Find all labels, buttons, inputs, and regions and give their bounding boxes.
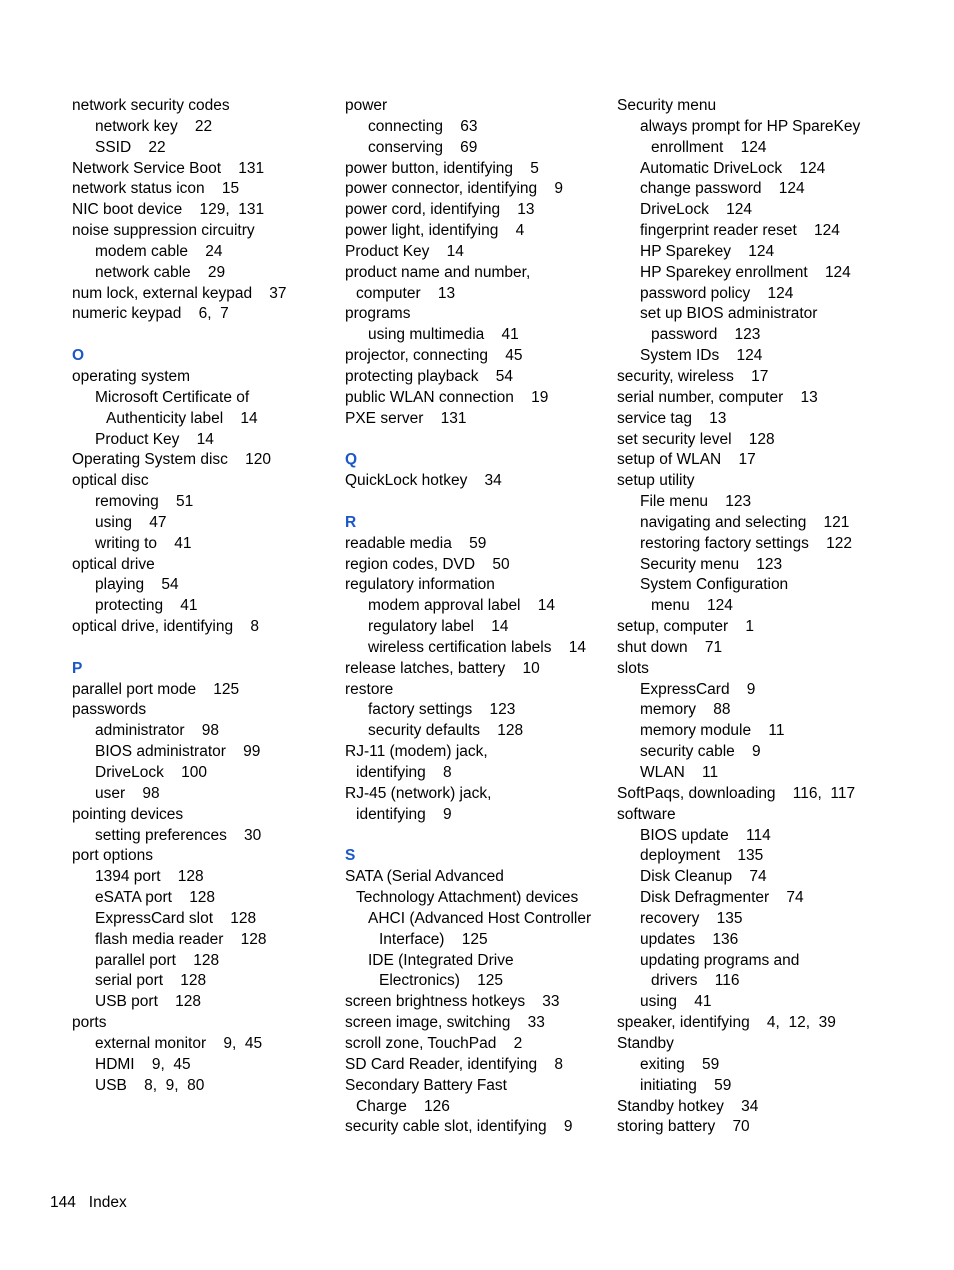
- index-subentry: computer 13: [356, 284, 456, 302]
- index-subentry: security cable 9: [640, 743, 761, 761]
- index-subentry: administrator 98: [95, 722, 220, 740]
- index-entry: region codes, DVD 50: [345, 555, 510, 573]
- index-entry: setup, computer 1: [617, 618, 754, 636]
- index-entry: security, wireless 17: [617, 367, 769, 385]
- index-subentry: exiting 59: [640, 1055, 720, 1073]
- index-subentry: HP Sparekey 124: [640, 242, 775, 260]
- index-subentry: Disk Cleanup 74: [640, 868, 767, 886]
- index-subentry: wireless certification labels 14: [368, 638, 586, 656]
- index-entry: serial number, computer 13: [617, 388, 818, 406]
- index-subentry: memory 88: [640, 701, 731, 719]
- index-subentry: flash media reader 128: [95, 930, 267, 948]
- index-subentry: connecting 63: [368, 117, 478, 135]
- index-entry: num lock, external keypad 37: [72, 284, 287, 302]
- index-subentry: initiating 59: [640, 1076, 732, 1094]
- index-entry: optical drive, identifying 8: [72, 618, 259, 636]
- index-entry: noise suppression circuitry: [72, 222, 255, 240]
- index-subentry: WLAN 11: [640, 764, 719, 781]
- index-entry: RJ-11 (modem) jack,: [345, 743, 488, 761]
- index-entry: Network Service Boot 131: [72, 159, 265, 177]
- index-entry: scroll zone, TouchPad 2: [345, 1034, 523, 1052]
- index-subentry: System Configuration: [640, 576, 789, 594]
- index-entry: security cable slot, identifying 9: [345, 1118, 573, 1136]
- index-subentry: change password 124: [640, 180, 805, 198]
- index-subentry: network key 22: [95, 117, 213, 135]
- index-entry: port options: [72, 847, 153, 865]
- index-entry: SoftPaqs, downloading 116, 117: [617, 784, 856, 802]
- index-entry: programs: [345, 305, 411, 323]
- index-subentry: modem cable 24: [95, 242, 223, 260]
- index-entry: service tag 13: [617, 409, 727, 427]
- index-entry: power connector, identifying 9: [345, 180, 563, 198]
- index-entry: shut down 71: [617, 638, 723, 656]
- index-subentry: restoring factory settings 122: [640, 534, 852, 552]
- index-entry: screen image, switching 33: [345, 1014, 545, 1032]
- footer-section-title: Index: [88, 1194, 127, 1211]
- index-subentry: Interface) 125: [379, 930, 488, 948]
- index-entry: SATA (Serial Advanced: [345, 868, 504, 886]
- index-entry: release latches, battery 10: [345, 659, 540, 677]
- index-subentry: USB 8, 9, 80: [95, 1076, 205, 1094]
- index-subentry: enrollment 124: [651, 138, 767, 156]
- index-entry: projector, connecting 45: [345, 347, 523, 365]
- index-subentry: password 123: [651, 326, 761, 344]
- index-entry: NIC boot device 129, 131: [72, 201, 265, 219]
- index-subentry: writing to 41: [95, 534, 192, 552]
- index-entry: SD Card Reader, identifying 8: [345, 1055, 563, 1073]
- page-footer: [50, 1192, 127, 1213]
- index-entry: Standby: [617, 1034, 674, 1052]
- index-entry: speaker, identifying 4, 12, 39: [617, 1014, 836, 1032]
- index-letter-heading: Q: [345, 451, 358, 469]
- index-subentry: Disk Defragmenter 74: [640, 889, 804, 907]
- index-subentry: removing 51: [95, 493, 194, 511]
- index-subentry: Security menu 123: [640, 555, 783, 573]
- index-entry: slots: [617, 659, 649, 677]
- index-entry: RJ-45 (network) jack,: [345, 784, 492, 802]
- index-subentry: identifying 9: [356, 805, 452, 823]
- index-entry: power: [345, 97, 388, 114]
- index-entry: passwords: [72, 701, 147, 719]
- index-entry: Standby hotkey 34: [617, 1097, 759, 1115]
- index-column-2: [345, 96, 607, 1138]
- index-subentry: File menu 123: [640, 493, 752, 511]
- index-subentry: deployment 135: [640, 847, 764, 865]
- page-number: 144: [50, 1194, 76, 1211]
- index-subentry: Electronics) 125: [379, 972, 504, 990]
- index-entry: Security menu: [617, 97, 717, 114]
- index-subentry: Automatic DriveLock 124: [640, 159, 826, 177]
- index-subentry: using 47: [95, 513, 167, 531]
- index-subentry: always prompt for HP SpareKey: [640, 117, 861, 135]
- index-subentry: ExpressCard 9: [640, 680, 756, 698]
- index-entry: Operating System disc 120: [72, 451, 272, 469]
- index-entry: network status icon 15: [72, 180, 240, 198]
- index-entry: operating system: [72, 367, 191, 385]
- index-subentry: DriveLock 100: [95, 764, 207, 781]
- index-letter-heading: O: [72, 347, 85, 365]
- index-letter-heading: S: [345, 847, 356, 865]
- index-subentry: Microsoft Certificate of: [95, 388, 250, 406]
- index-subentry: setting preferences 30: [95, 826, 262, 844]
- section-spacer: [345, 826, 607, 847]
- index-entry: Secondary Battery Fast: [345, 1076, 507, 1094]
- index-entry: setup utility: [617, 472, 695, 490]
- index-entry: Product Key 14: [345, 242, 464, 260]
- index-subentry: updates 136: [640, 930, 739, 948]
- section-spacer: [345, 430, 607, 451]
- section-spacer: [72, 638, 332, 659]
- index-subentry: network cable 29: [95, 263, 226, 281]
- index-entry: parallel port mode 125: [72, 680, 240, 698]
- index-subentry: SSID 22: [95, 138, 166, 156]
- index-subentry: eSATA port 128: [95, 889, 216, 907]
- index-entry: protecting playback 54: [345, 367, 514, 385]
- index-subentry: drivers 116: [651, 972, 740, 990]
- index-subentry: external monitor 9, 45: [95, 1034, 263, 1052]
- index-subentry: Technology Attachment) devices: [356, 889, 579, 907]
- index-subentry: using 41: [640, 993, 712, 1011]
- index-subentry: Authenticity label 14: [106, 409, 258, 427]
- index-subentry: using multimedia 41: [368, 326, 519, 344]
- index-entry: readable media 59: [345, 534, 487, 552]
- index-entry: network security codes: [72, 97, 230, 114]
- index-subentry: BIOS update 114: [640, 826, 771, 844]
- index-entry: numeric keypad 6, 7: [72, 305, 229, 323]
- index-subentry: playing 54: [95, 576, 179, 594]
- index-column-3: [617, 96, 917, 1138]
- section-spacer: [72, 325, 332, 346]
- index-subentry: serial port 128: [95, 972, 207, 990]
- index-column-1: [72, 96, 332, 1097]
- index-subentry: DriveLock 124: [640, 201, 752, 219]
- index-subentry: navigating and selecting 121: [640, 513, 850, 531]
- index-subentry: recovery 135: [640, 909, 743, 927]
- index-subentry: regulatory label 14: [368, 618, 509, 636]
- index-entry: storing battery 70: [617, 1118, 750, 1136]
- index-letter-heading: R: [345, 513, 357, 531]
- index-subentry: identifying 8: [356, 764, 452, 781]
- index-subentry: fingerprint reader reset 124: [640, 222, 840, 240]
- index-entry: restore: [345, 680, 394, 698]
- index-subentry: updating programs and: [640, 951, 800, 969]
- index-subentry: memory module 11: [640, 722, 785, 740]
- index-entry: public WLAN connection 19: [345, 388, 549, 406]
- index-entry: power button, identifying 5: [345, 159, 539, 177]
- index-subentry: password policy 124: [640, 284, 794, 302]
- index-entry: setup of WLAN 17: [617, 451, 756, 469]
- index-subentry: AHCI (Advanced Host Controller: [368, 909, 592, 927]
- index-subentry: 1394 port 128: [95, 868, 204, 886]
- index-subentry: HDMI 9, 45: [95, 1055, 191, 1073]
- index-entry: product name and number,: [345, 263, 531, 281]
- index-entry: power cord, identifying 13: [345, 201, 535, 219]
- index-entry: regulatory information: [345, 576, 495, 594]
- index-subentry: BIOS administrator 99: [95, 743, 261, 761]
- index-entry: set security level 128: [617, 430, 775, 448]
- index-subentry: USB port 128: [95, 993, 201, 1011]
- index-entry: software: [617, 805, 676, 823]
- index-subentry: System IDs 124: [640, 347, 763, 365]
- index-subentry: conserving 69: [368, 138, 478, 156]
- index-subentry: user 98: [95, 784, 160, 802]
- index-subentry: modem approval label 14: [368, 597, 555, 615]
- index-subentry: protecting 41: [95, 597, 198, 615]
- index-entry: pointing devices: [72, 805, 184, 823]
- index-subentry: ExpressCard slot 128: [95, 909, 257, 927]
- index-subentry: parallel port 128: [95, 951, 220, 969]
- index-entry: optical disc: [72, 472, 149, 490]
- index-entry: ports: [72, 1014, 107, 1032]
- index-entry: optical drive: [72, 555, 155, 573]
- index-subentry: security defaults 128: [368, 722, 524, 740]
- index-entry: screen brightness hotkeys 33: [345, 993, 560, 1011]
- index-subentry: IDE (Integrated Drive: [368, 951, 514, 969]
- index-entry: QuickLock hotkey 34: [345, 472, 502, 490]
- index-subentry: HP Sparekey enrollment 124: [640, 263, 851, 281]
- index-subentry: Product Key 14: [95, 430, 214, 448]
- index-subentry: factory settings 123: [368, 701, 516, 719]
- index-letter-heading: P: [72, 659, 83, 677]
- index-entry: power light, identifying 4: [345, 222, 525, 240]
- index-entry: PXE server 131: [345, 409, 467, 427]
- index-subentry: menu 124: [651, 597, 733, 615]
- section-spacer: [345, 492, 607, 513]
- index-subentry: Charge 126: [356, 1097, 450, 1115]
- index-subentry: set up BIOS administrator: [640, 305, 818, 323]
